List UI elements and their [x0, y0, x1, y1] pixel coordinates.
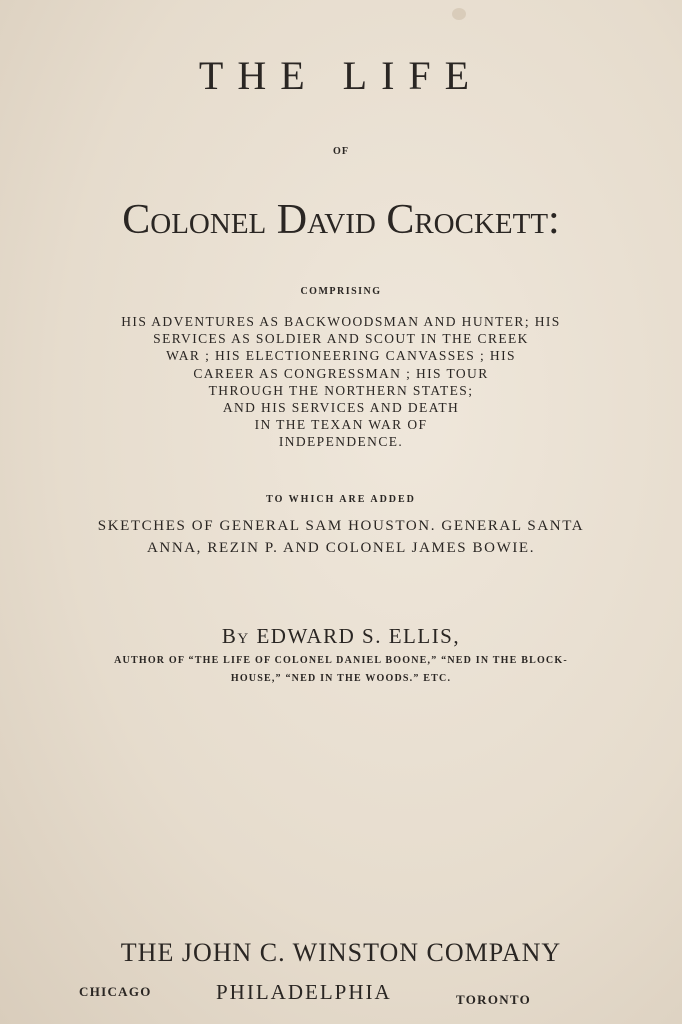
- comprising-label: COMPRISING: [300, 286, 382, 297]
- author-works-line: AUTHOR OF “THE LIFE OF COLONEL DANIEL BOONE,” “NED IN THE BLOCK-: [114, 655, 568, 666]
- by-word: By: [221, 624, 250, 648]
- description-line: WAR ; HIS ELECTIONEERING CANVASSES ; HIS: [166, 348, 516, 364]
- paper-stain: [452, 8, 466, 20]
- description-line: AND HIS SERVICES AND DEATH: [222, 400, 460, 416]
- author-works-block: [0, 652, 682, 688]
- sketches-block: [0, 515, 682, 559]
- byline: [0, 624, 682, 649]
- title-of: OF: [333, 146, 349, 157]
- author-works-line: HOUSE,” “NED IN THE WOODS.” ETC.: [230, 673, 452, 684]
- description-line: CAREER AS CONGRESSMAN ; HIS TOUR: [193, 365, 489, 381]
- description-block: [0, 313, 682, 451]
- sketches-line: SKETCHES OF GENERAL SAM HOUSTON. GENERAL SANTA: [97, 518, 585, 534]
- city-chicago: CHICAGO: [79, 984, 152, 999]
- description-line: INDEPENDENCE.: [278, 434, 404, 450]
- city-philadelphia: PHILADELPHIA: [216, 980, 392, 1004]
- description-line: HIS ADVENTURES AS BACKWOODSMAN AND HUNTER; HIS: [121, 314, 561, 329]
- author-name: EDWARD S. ELLIS,: [256, 624, 461, 648]
- description-line: SERVICES AS SOLDIER AND SCOUT IN THE CREEK: [153, 331, 529, 347]
- description-line: IN THE TEXAN WAR OF: [254, 417, 428, 433]
- to-which-added-label: TO WHICH ARE ADDED: [266, 494, 416, 505]
- title-line-2: Colonel David Crockett:: [122, 197, 560, 243]
- city-toronto: TORONTO: [456, 992, 532, 1007]
- publisher-name: THE JOHN C. WINSTON COMPANY: [120, 938, 562, 967]
- publisher-cities: [0, 980, 682, 1010]
- description-line: THROUGH THE NORTHERN STATES;: [208, 382, 474, 398]
- title-line-1: THE LIFE: [198, 53, 484, 98]
- sketches-line: ANNA, REZIN P. AND COLONEL JAMES BOWIE.: [146, 540, 536, 556]
